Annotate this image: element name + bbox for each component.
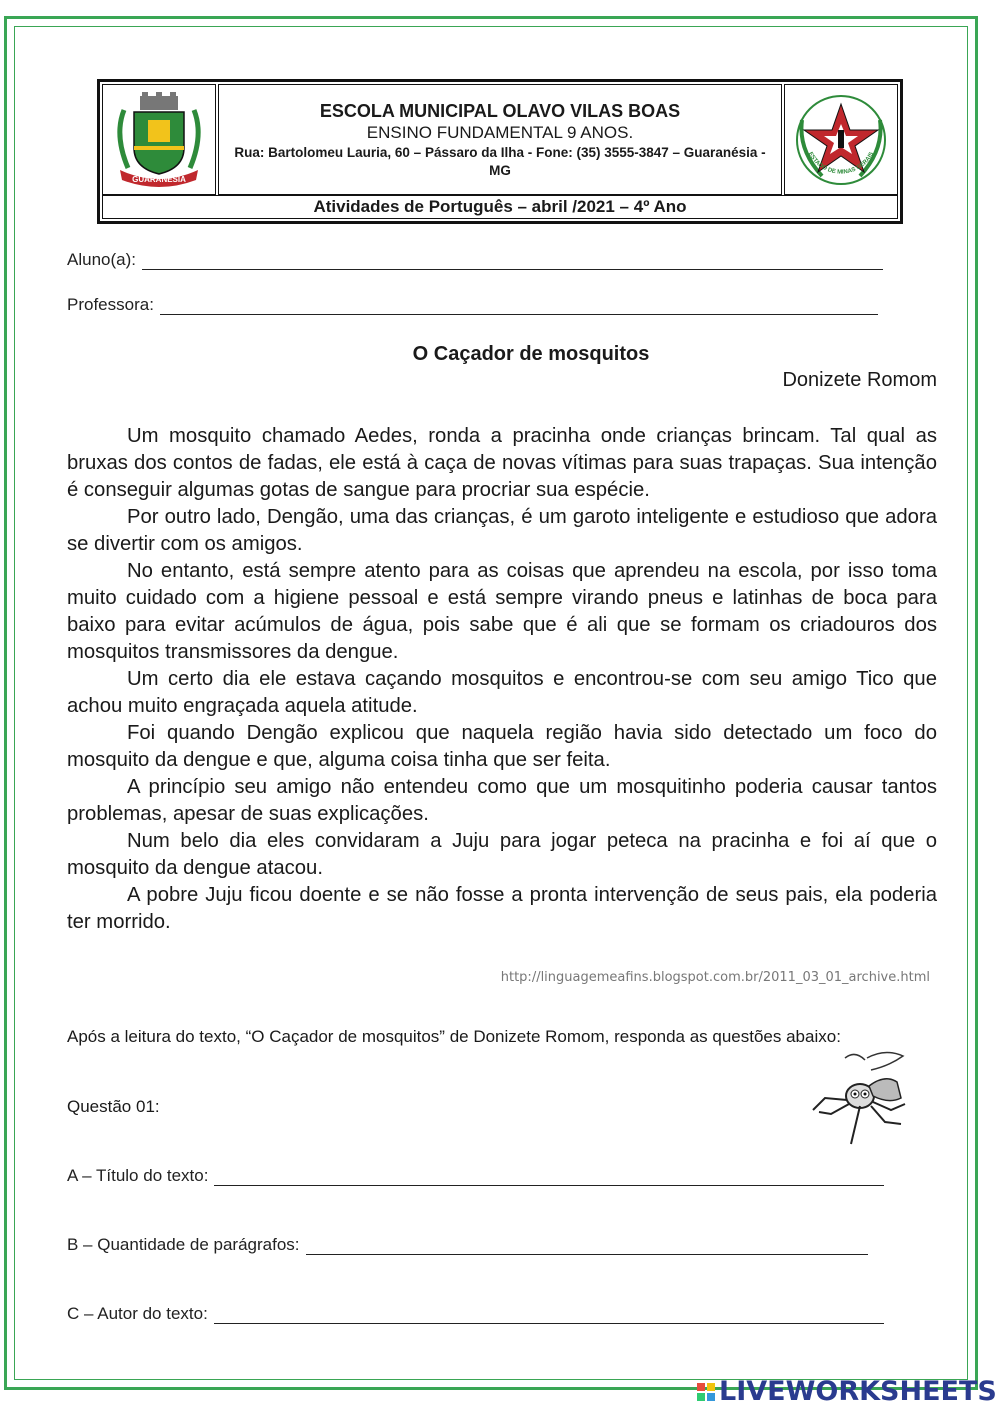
crest-banner-text: GUARANÉSIA [132, 174, 186, 184]
story-text [67, 423, 937, 936]
question-a-field[interactable] [67, 1166, 884, 1186]
school-level: ENSINO FUNDAMENTAL 9 ANOS. [366, 122, 634, 142]
question-c-answer-line[interactable] [214, 1305, 884, 1324]
question-c-field[interactable] [67, 1304, 884, 1324]
source-url: http://linguagemeafins.blogspot.com.br/2011_03_01_archive.html [500, 970, 930, 985]
story-author: Donizete Romom [782, 369, 937, 391]
subject-bar: Atividades de Português – abril /2021 – 4º Ano [102, 195, 898, 219]
story-title: O Caçador de mosquitos [412, 343, 650, 365]
paragraph: No entanto, está sempre atento para as coisas que aprendeu na escola, por isso toma muito cuidado com a higiene pessoal e está sempre virando pneus e latinhas de boca para baixo para evitar acúmulos de água, pois sabe que é ali que se formam os criadouros dos mosquitos transmissores da dengue. [67, 560, 937, 663]
question-a-answer-line[interactable] [214, 1167, 884, 1186]
state-seal-icon [788, 90, 894, 190]
student-field[interactable] [67, 250, 883, 270]
student-answer-line[interactable] [142, 251, 883, 270]
mosquito-illustration-icon [805, 1048, 920, 1148]
question-b-field[interactable] [67, 1235, 868, 1255]
seal-text: ESTADO DE MINAS GERAIS [806, 150, 876, 176]
state-seal-cell [784, 84, 898, 195]
question-a-label: A – Título do texto: [67, 1166, 209, 1185]
instruction-text: Após a leitura do texto, “O Caçador de mosquitos” de Donizete Romom, responda as questões abaixo: [67, 1027, 841, 1046]
paragraph: Num belo dia eles convidaram a Juju para jogar peteca na pracinha e foi aí que o mosquito da dengue atacou. [67, 830, 937, 879]
teacher-answer-line[interactable] [160, 296, 878, 315]
question-label: Questão 01: [67, 1097, 160, 1116]
school-header [97, 79, 903, 224]
question-b-label: B – Quantidade de parágrafos: [67, 1235, 300, 1254]
question-c-label: C – Autor do texto: [67, 1304, 208, 1323]
paragraph: Por outro lado, Dengão, uma das crianças, é um garoto inteligente e estudioso que adora se divertir com os amigos. [67, 506, 937, 555]
school-name: ESCOLA MUNICIPAL OLAVO VILAS BOAS [319, 100, 681, 121]
paragraph: A princípio seu amigo não entendeu como que um mosquitinho poderia causar tantos problemas, apesar de suas explicações. [67, 776, 937, 825]
paragraph: Um mosquito chamado Aedes, ronda a pracinha onde crianças brincam. Tal qual as bruxas dos contos de fadas, ele está à caça de novas vítimas para suas trapaças. Sua intenção é conseguir algumas gotas de sangue para procriar sua espécie. [67, 425, 937, 501]
municipal-crest-icon [106, 90, 212, 190]
paragraph: Um certo dia ele estava caçando mosquitos e encontrou-se com seu amigo Tico que achou muito engraçada aquela atitude. [67, 668, 937, 717]
municipal-crest-cell [102, 84, 216, 195]
question-b-answer-line[interactable] [306, 1236, 868, 1255]
teacher-field[interactable] [67, 295, 878, 315]
paragraph: Foi quando Dengão explicou que naquela região havia sido detectado um foco do mosquito da dengue e que, alguma coisa tinha que ser feita. [67, 722, 937, 771]
watermark-text: LIVEWORKSHEETS [719, 1376, 997, 1407]
liveworksheets-watermark [697, 1376, 997, 1407]
student-label: Aluno(a): [67, 250, 136, 269]
school-info [218, 84, 782, 195]
school-address: Rua: Bartolomeu Lauria, 60 – Pássaro da Ilha - Fone: (35) 3555-3847 – Guaranésia - MG [234, 144, 766, 178]
teacher-label: Professora: [67, 295, 154, 314]
liveworksheets-logo-icon [697, 1383, 715, 1401]
paragraph: A pobre Juju ficou doente e se não fosse a pronta intervenção de seus pais, ela poderia ter morrido. [67, 884, 937, 933]
